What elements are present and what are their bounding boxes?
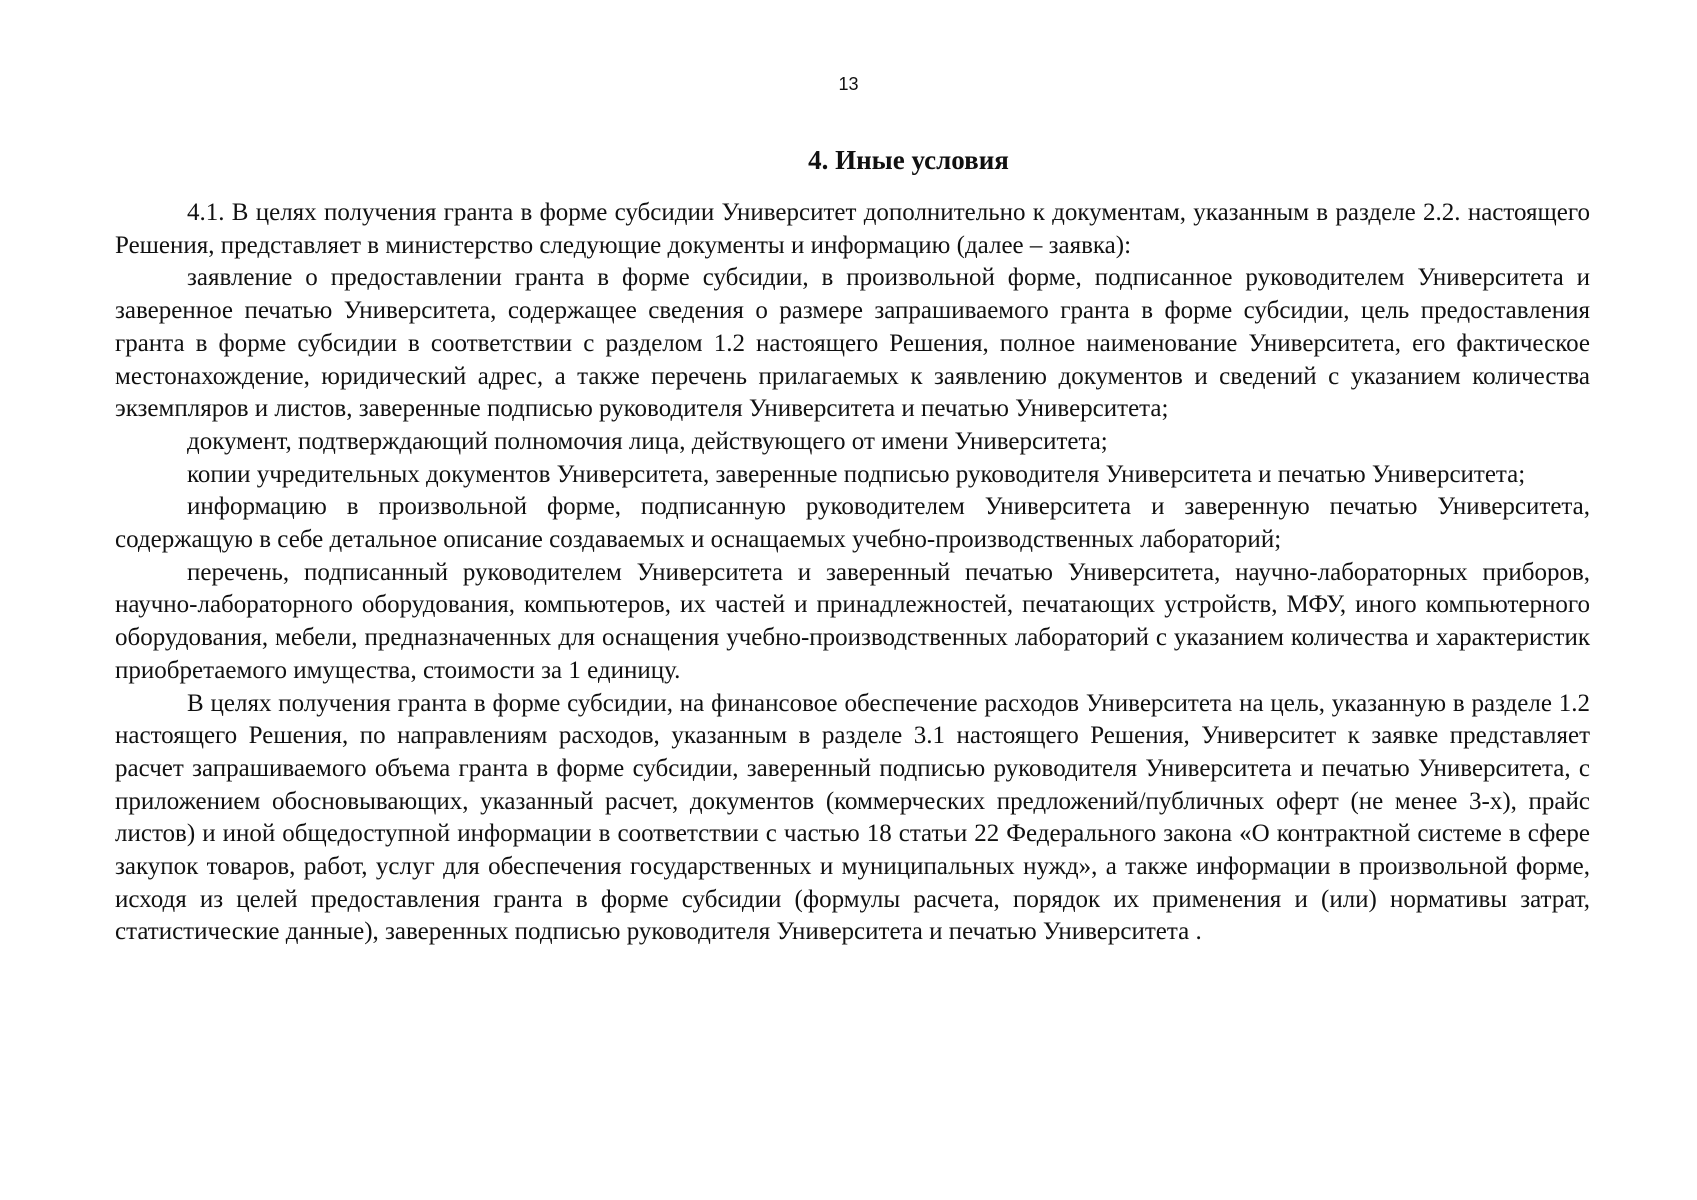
page-number: 13: [838, 74, 859, 94]
paragraph-application: заявление о предоставлении гранта в форме субсидии, в произвольной форме, подписанное руководителем Университета и заверенное печатью Университета, содержащее сведения о размере запрашиваемого гранта в форме субсидии, цель предоставления гранта в форме субсидии в соответствии с разделом 1.2 настоящего Решения, полное наименование Университета, его фактическое местонахождение, юридический адрес, а также перечень прилагаемых к заявлению документов и сведений с указанием количества экземпляров и листов, заверенные подписью руководителя Университета и печатью Университета;: [115, 264, 1590, 423]
paragraph-equipment-list: перечень, подписанный руководителем Университета и заверенный печатью Университета, научно-лабораторных приборов, научно-лабораторного оборудования, компьютеров, их частей и принадлежностей, печатающих устройств, МФУ, иного компьютерного оборудования, мебели, предназначенных для оснащения учебно-производственных лабораторий с указанием количества и характеристик приобретаемого имущества, стоимости за 1 единицу.: [115, 558, 1590, 684]
paragraph-authority-document: документ, подтверждающий полномочия лица, действующего от имени Университета;: [187, 427, 1108, 455]
document-body: [115, 197, 1590, 949]
paragraph-grant-calculation: В целях получения гранта в форме субсидии, на финансовое обеспечение расходов Университета на цель, указанную в разделе 1.2 настоящего Решения, по направлениям расходов, указанным в разделе 3.1 настоящего Решения, Университет к заявке представляет расчет запрашиваемого объема гранта в форме субсидии, заверенный подписью руководителя Университета и печатью Университета, с приложением обосновывающих, указанный расчет, документов (коммерческих предложений/публичных оферт (не менее 3-х), прайс листов) и иной общедоступной информации в соответствии с частью 18 статьи 22 Федерального закона «О контрактной системе в сфере закупок товаров, работ, услуг для обеспечения государственных и муниципальных нужд», а также информации в произвольной форме, исходя из целей предоставления гранта в форме субсидии (формулы расчета, порядок их применения и (или) нормативы затрат, статистические данные), заверенных подписью руководителя Университета и печатью Университета .: [115, 689, 1590, 946]
paragraph-4-1: 4.1. В целях получения гранта в форме субсидии Университет дополнительно к документам, указанным в разделе 2.2. настоящего Решения, представляет в министерство следующие документы и информацию (далее – заявка):: [115, 199, 1590, 259]
paragraph-founding-documents: копии учредительных документов Университета, заверенные подписью руководителя Университета и печатью Университета;: [187, 460, 1526, 488]
section-title: 4. Иные условия: [808, 145, 1009, 175]
paragraph-laboratory-info: информацию в произвольной форме, подписанную руководителем Университета и заверенную печатью Университета, содержащую в себе детальное описание создаваемых и оснащаемых учебно-производственных лабораторий;: [115, 493, 1590, 554]
